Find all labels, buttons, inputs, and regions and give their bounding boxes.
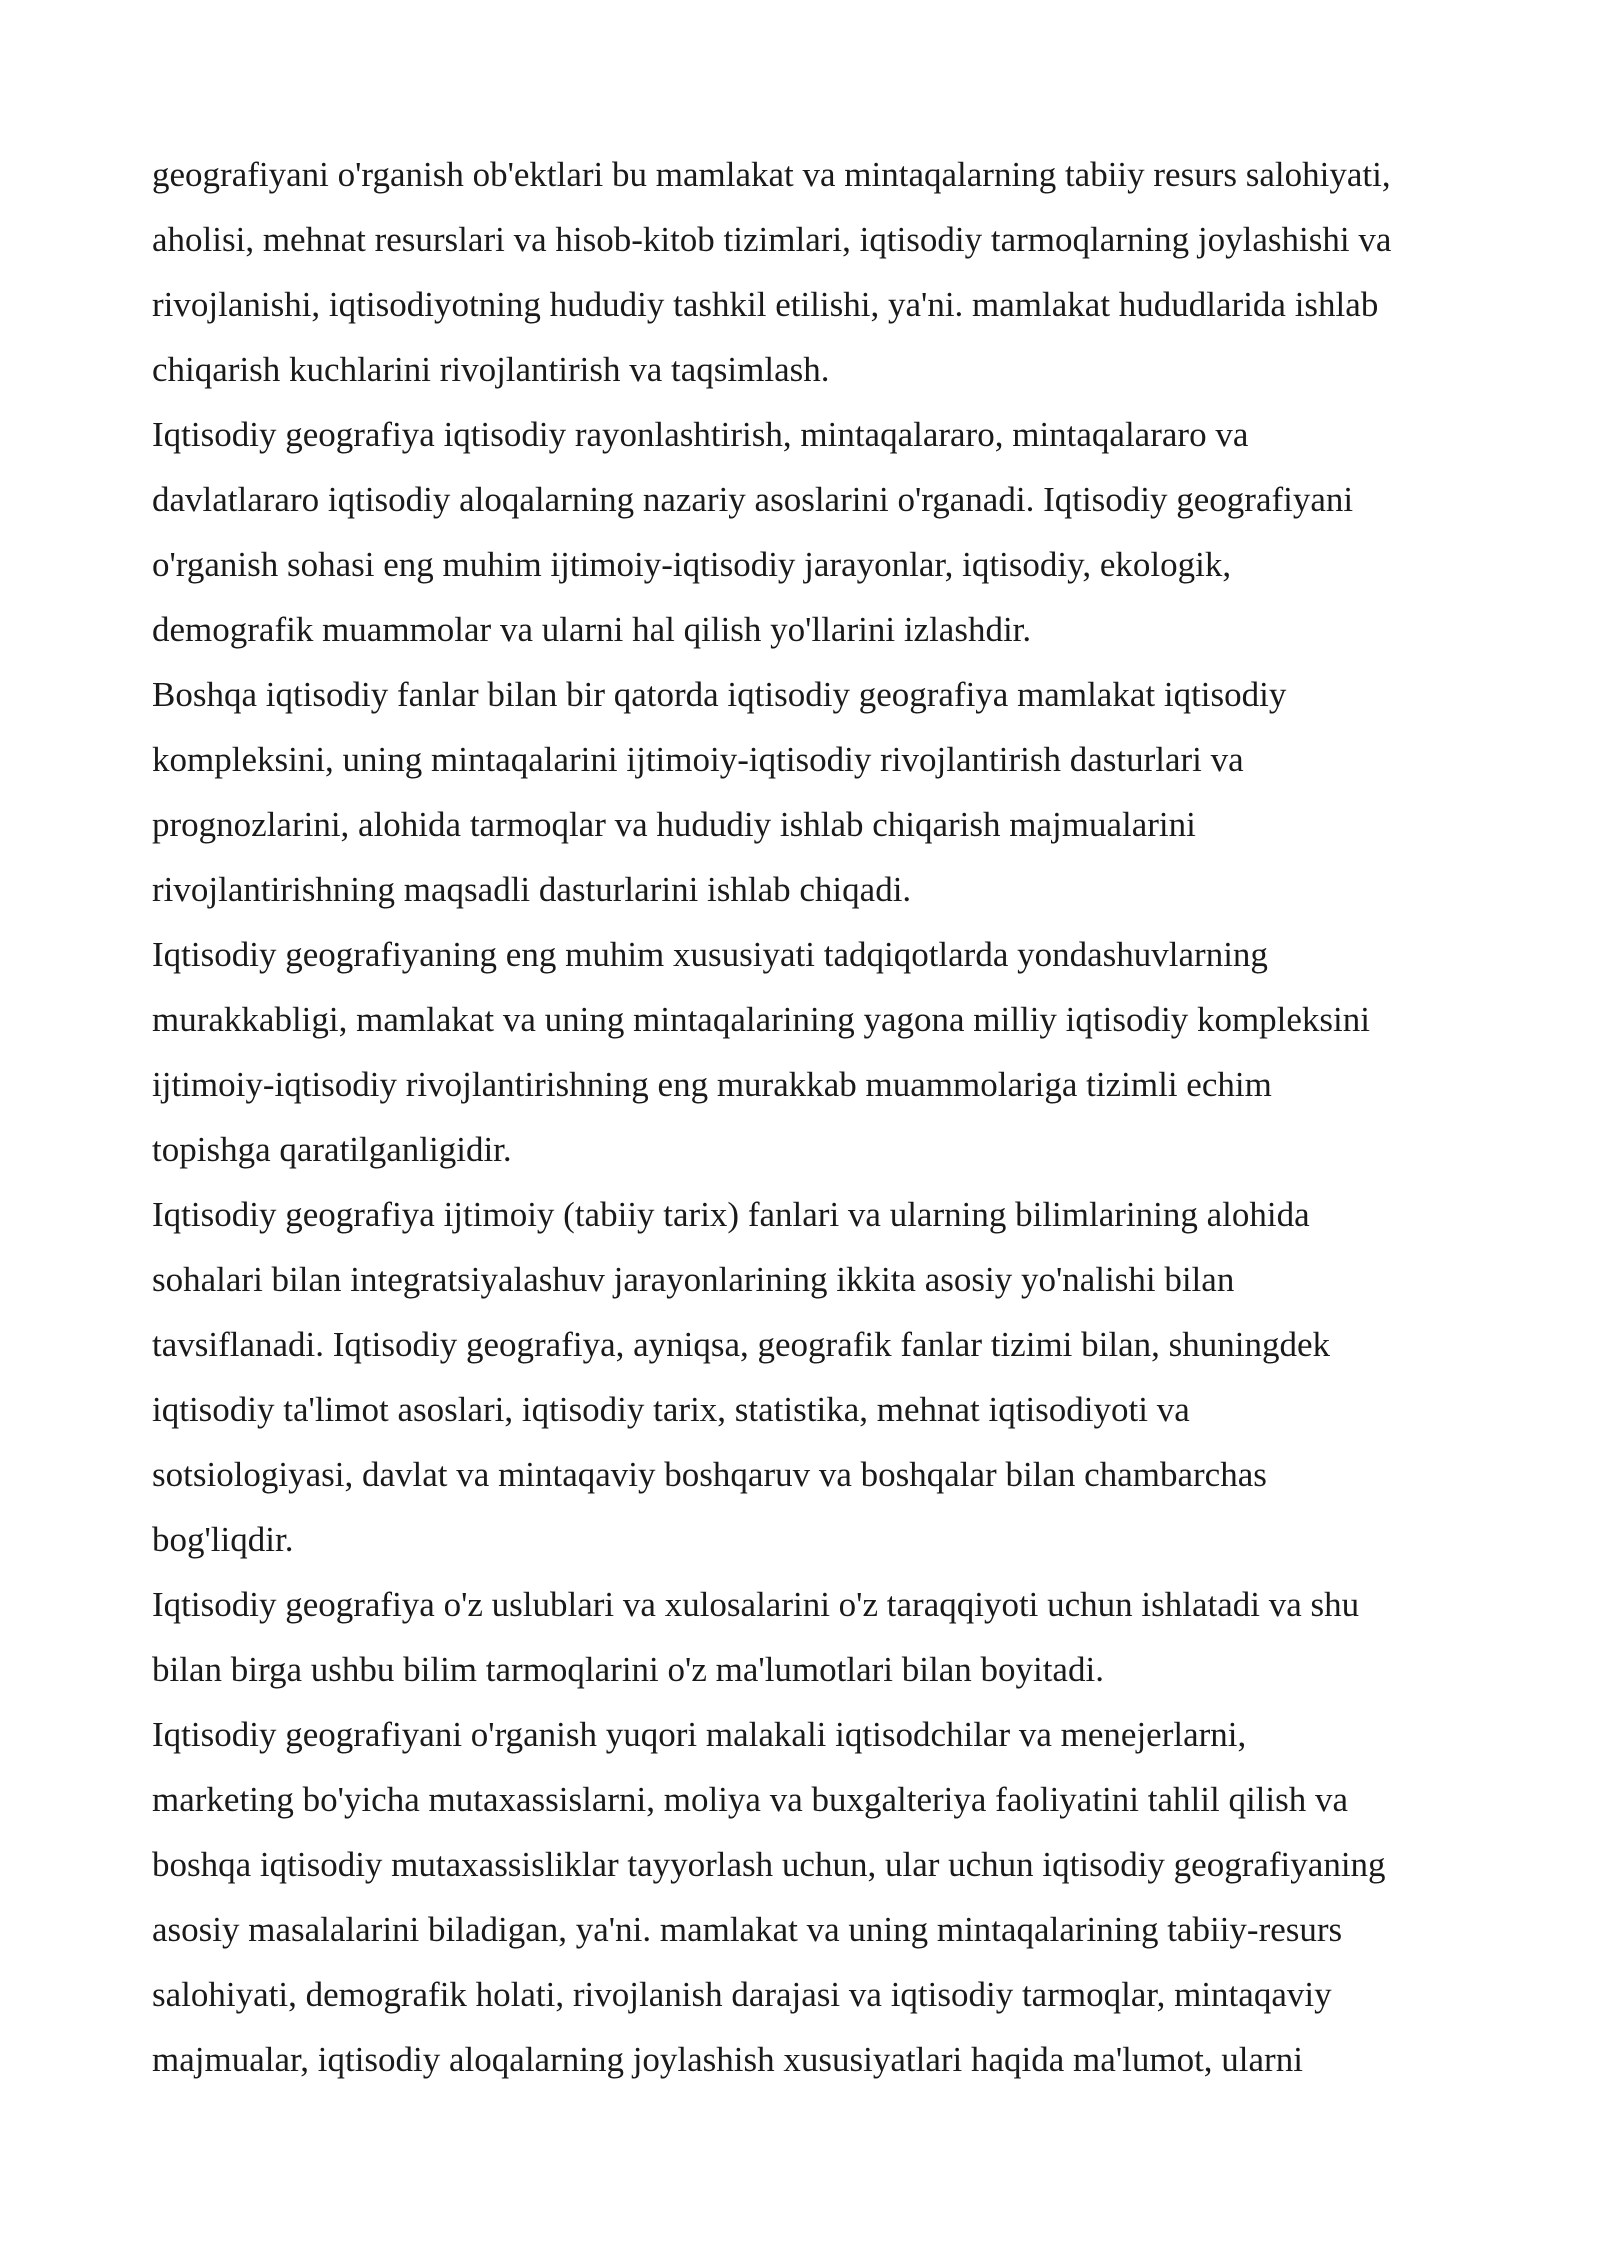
text-line: murakkabligi, mamlakat va uning mintaqalarining yagona milliy iqtisodiy kompleksini: [152, 1000, 1370, 1039]
text-line: Iqtisodiy geografiya iqtisodiy rayonlashtirish, mintaqalararo, mintaqalararo va: [152, 415, 1249, 454]
text-line: tavsiflanadi. Iqtisodiy geografiya, ayniqsa, geografik fanlar tizimi bilan, shuningdek: [152, 1325, 1331, 1364]
text-line: prognozlarini, alohida tarmoqlar va hududiy ishlab chiqarish majmualarini: [152, 805, 1196, 844]
text-line: bog'liqdir.: [152, 1520, 294, 1559]
text-line: sotsiologiyasi, davlat va mintaqaviy boshqaruv va boshqalar bilan chambarchas: [152, 1455, 1267, 1494]
text-line: Boshqa iqtisodiy fanlar bilan bir qatorda iqtisodiy geografiya mamlakat iqtisodiy: [152, 675, 1287, 714]
text-line: chiqarish kuchlarini rivojlantirish va taqsimlash.: [152, 350, 830, 389]
text-line: aholisi, mehnat resurslari va hisob-kitob tizimlari, iqtisodiy tarmoqlarning joylashishi va: [152, 220, 1392, 259]
body-text: [152, 142, 1502, 2092]
text-line: salohiyati, demografik holati, rivojlanish darajasi va iqtisodiy tarmoqlar, mintaqaviy: [152, 1975, 1332, 2014]
text-line: Iqtisodiy geografiya ijtimoiy (tabiiy tarix) fanlari va ularning bilimlarining alohida: [152, 1195, 1310, 1234]
text-line: rivojlanishi, iqtisodiyotning hududiy tashkil etilishi, ya'ni. mamlakat hududlarida ishlab: [152, 285, 1379, 324]
text-line: geografiyani o'rganish ob'ektlari bu mamlakat va mintaqalarning tabiiy resurs salohiyati,: [152, 155, 1391, 194]
text-line: boshqa iqtisodiy mutaxassisliklar tayyorlash uchun, ular uchun iqtisodiy geografiyaning: [152, 1845, 1386, 1884]
text-line: demografik muammolar va ularni hal qilish yo'llarini izlashdir.: [152, 610, 1032, 649]
text-line: majmualar, iqtisodiy aloqalarning joylashish xususiyatlari haqida ma'lumot, ularni: [152, 2040, 1303, 2079]
text-line: ijtimoiy-iqtisodiy rivojlantirishning eng murakkab muammolariga tizimli echim: [152, 1065, 1272, 1104]
text-line: marketing bo'yicha mutaxassislarni, moliya va buxgalteriya faoliyatini tahlil qilish va: [152, 1780, 1349, 1819]
text-line: topishga qaratilganligidir.: [152, 1130, 512, 1169]
text-line: Iqtisodiy geografiya o'z uslublari va xulosalarini o'z taraqqiyoti uchun ishlatadi va shu: [152, 1585, 1360, 1624]
text-line: iqtisodiy ta'limot asoslari, iqtisodiy tarix, statistika, mehnat iqtisodiyoti va: [152, 1390, 1190, 1429]
text-line: Iqtisodiy geografiyaning eng muhim xususiyati tadqiqotlarda yondashuvlarning: [152, 935, 1268, 974]
text-line: kompleksini, uning mintaqalarini ijtimoiy-iqtisodiy rivojlantirish dasturlari va: [152, 740, 1244, 779]
text-line: asosiy masalalarini biladigan, ya'ni. mamlakat va uning mintaqalarining tabiiy-resurs: [152, 1910, 1343, 1949]
text-line: rivojlantirishning maqsadli dasturlarini ishlab chiqadi.: [152, 870, 912, 909]
text-line: o'rganish sohasi eng muhim ijtimoiy-iqtisodiy jarayonlar, iqtisodiy, ekologik,: [152, 545, 1232, 584]
text-line: bilan birga ushbu bilim tarmoqlarini o'z ma'lumotlari bilan boyitadi.: [152, 1650, 1104, 1689]
text-line: sohalari bilan integratsiyalashuv jarayonlarining ikkita asosiy yo'nalishi bilan: [152, 1260, 1235, 1299]
text-line: davlatlararo iqtisodiy aloqalarning nazariy asoslarini o'rganadi. Iqtisodiy geografiyani: [152, 480, 1354, 519]
text-line: Iqtisodiy geografiyani o'rganish yuqori malakali iqtisodchilar va menejerlarni,: [152, 1715, 1247, 1754]
